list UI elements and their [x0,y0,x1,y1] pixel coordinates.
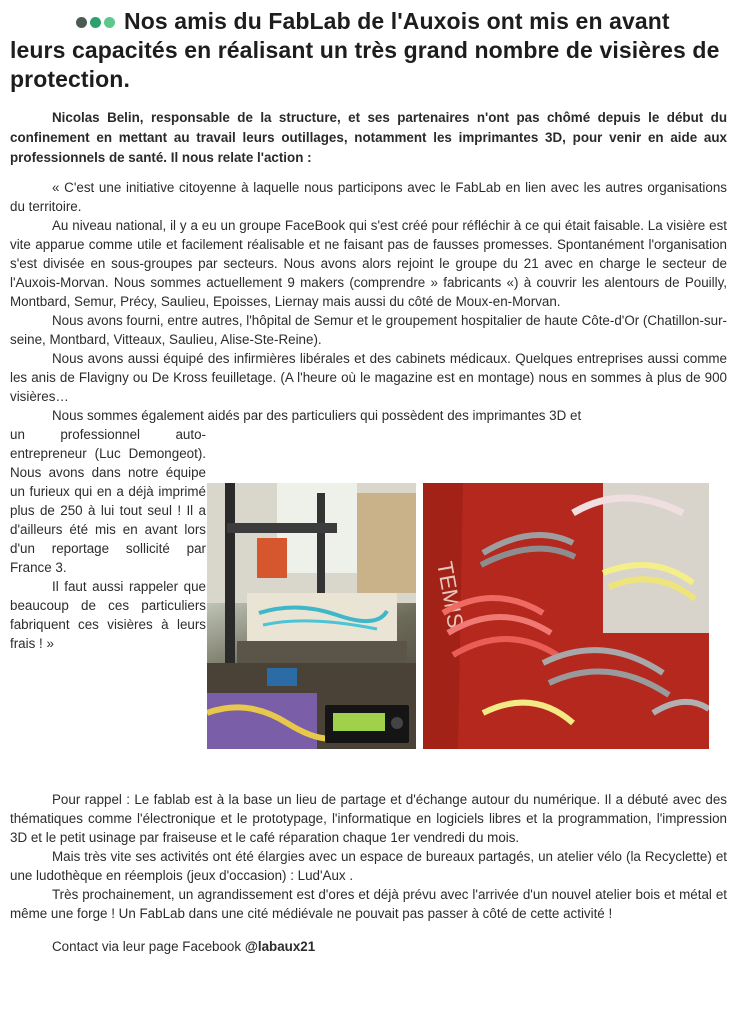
article-title-text: Nos amis du FabLab de l'Auxois ont mis en avant leurs capacités en réalisant un très grand nombre de visières de protection. [10,8,720,92]
contact-line [10,937,727,956]
closing-paragraph-1: Pour rappel : Le fablab est à la base un lieu de partage et d'échange autour du numérique. Il a débuté avec des thématiques comme l'électronique et le prototypage, l'informatique en logiciels libres et la programmation, l'impression 3D et le petit usinage par fraiseuse et le café réparation chaque 1er vendredi du mois. [10,792,727,845]
closing-paragraph-2: Mais très vite ses activités ont été élargies avec un espace de bureaux partagés, un atelier vélo (la Recyclette) et une ludothèque en réemplois (jeux d'occasion) : Lud'Aux . [10,849,727,883]
bullet-dots-icon [76,6,118,35]
article-lead: Nicolas Belin, responsable de la structure, et ses partenaires n'ont pas chômé depuis le début du confinement en mettant au travail leurs outillages, notamment les imprimantes 3D, pour venir en aide aux professionnels de santé. Il nous relate l'action : [10,110,727,165]
closing-paragraph-3: Très prochainement, un agrandissement est d'ores et déjà prévu avec l'arrivée d'un nouvel atelier bois et métal et même une forge ! Un FabLab dans une cité médiévale ne pouvait pas passer à côté de cette activité ! [10,887,727,921]
svg-text:TEMIS: TEMIS [432,559,469,631]
article-title [10,6,727,94]
quote-paragraph-2: Au niveau national, il y a eu un groupe FaceBook qui s'est créé pour réfléchir à ce qui était faisable. La visière est vite apparue comme utile et facilement réalisable et ne faisant pas de fausses promesses. Spontanément l'organisation s'est divisée en sous-groupes par secteurs. Nous avons alors rejoint le groupe du 21 avec en charge le secteur de l'Auxois-Morvan. Nous sommes actuellement 9 makers (comprendre » fabricants «) à couvrir les alentours de Pouilly, Montbard, Semur, Précy, Saulieu, Epoisses, Liernay mais aussi du côté de Moux-en-Morvan. [10,218,727,309]
quote-paragraph-5: Nous sommes également aidés par des particuliers qui possèdent des imprimantes 3D et [52,408,582,423]
quote-paragraph-4: Nous avons aussi équipé des infirmières libérales et des cabinets médicaux. Quelques entreprises aussi comme les anis de Flavigny ou De Kross feuilletage. (A l'heure où le magazine est en montage) nous en sommes à plus de 900 visières… [10,351,727,404]
quote-paragraph-3: Nous avons fourni, entre autres, l'hôpital de Semur et le groupement hospitalier de haute Côte-d'Or (Chatillon-sur-seine, Montbard, Vitteaux, Saulieu, Alise-Ste-Reine). [10,313,727,347]
3d-printer-photo [207,483,416,749]
closing-section [10,790,727,956]
contact-prefix: Contact via leur page Facebook [52,939,242,954]
facebook-handle-link[interactable]: @labaux21 [244,939,316,954]
quote-wrapped-1: un professionnel auto-entrepreneur (Luc Demongeot). Nous avons dans notre équipe un furieux qui en a déjà imprimé plus de 250 à lui tout seul ! Il a d'ailleurs été mis en avant lors d'un reportage sollicité par France 3. [10,427,206,575]
quote-wrapped-2: Il faut aussi rappeler que beaucoup de ces particuliers fabriquent ces visières à leurs frais ! » [10,579,206,651]
face-shield-frames-photo [423,483,709,749]
quote-paragraph-1: « C'est une initiative citoyenne à laquelle nous participons avec le FabLab en lien avec les autres organisations du territoire. [10,180,727,214]
